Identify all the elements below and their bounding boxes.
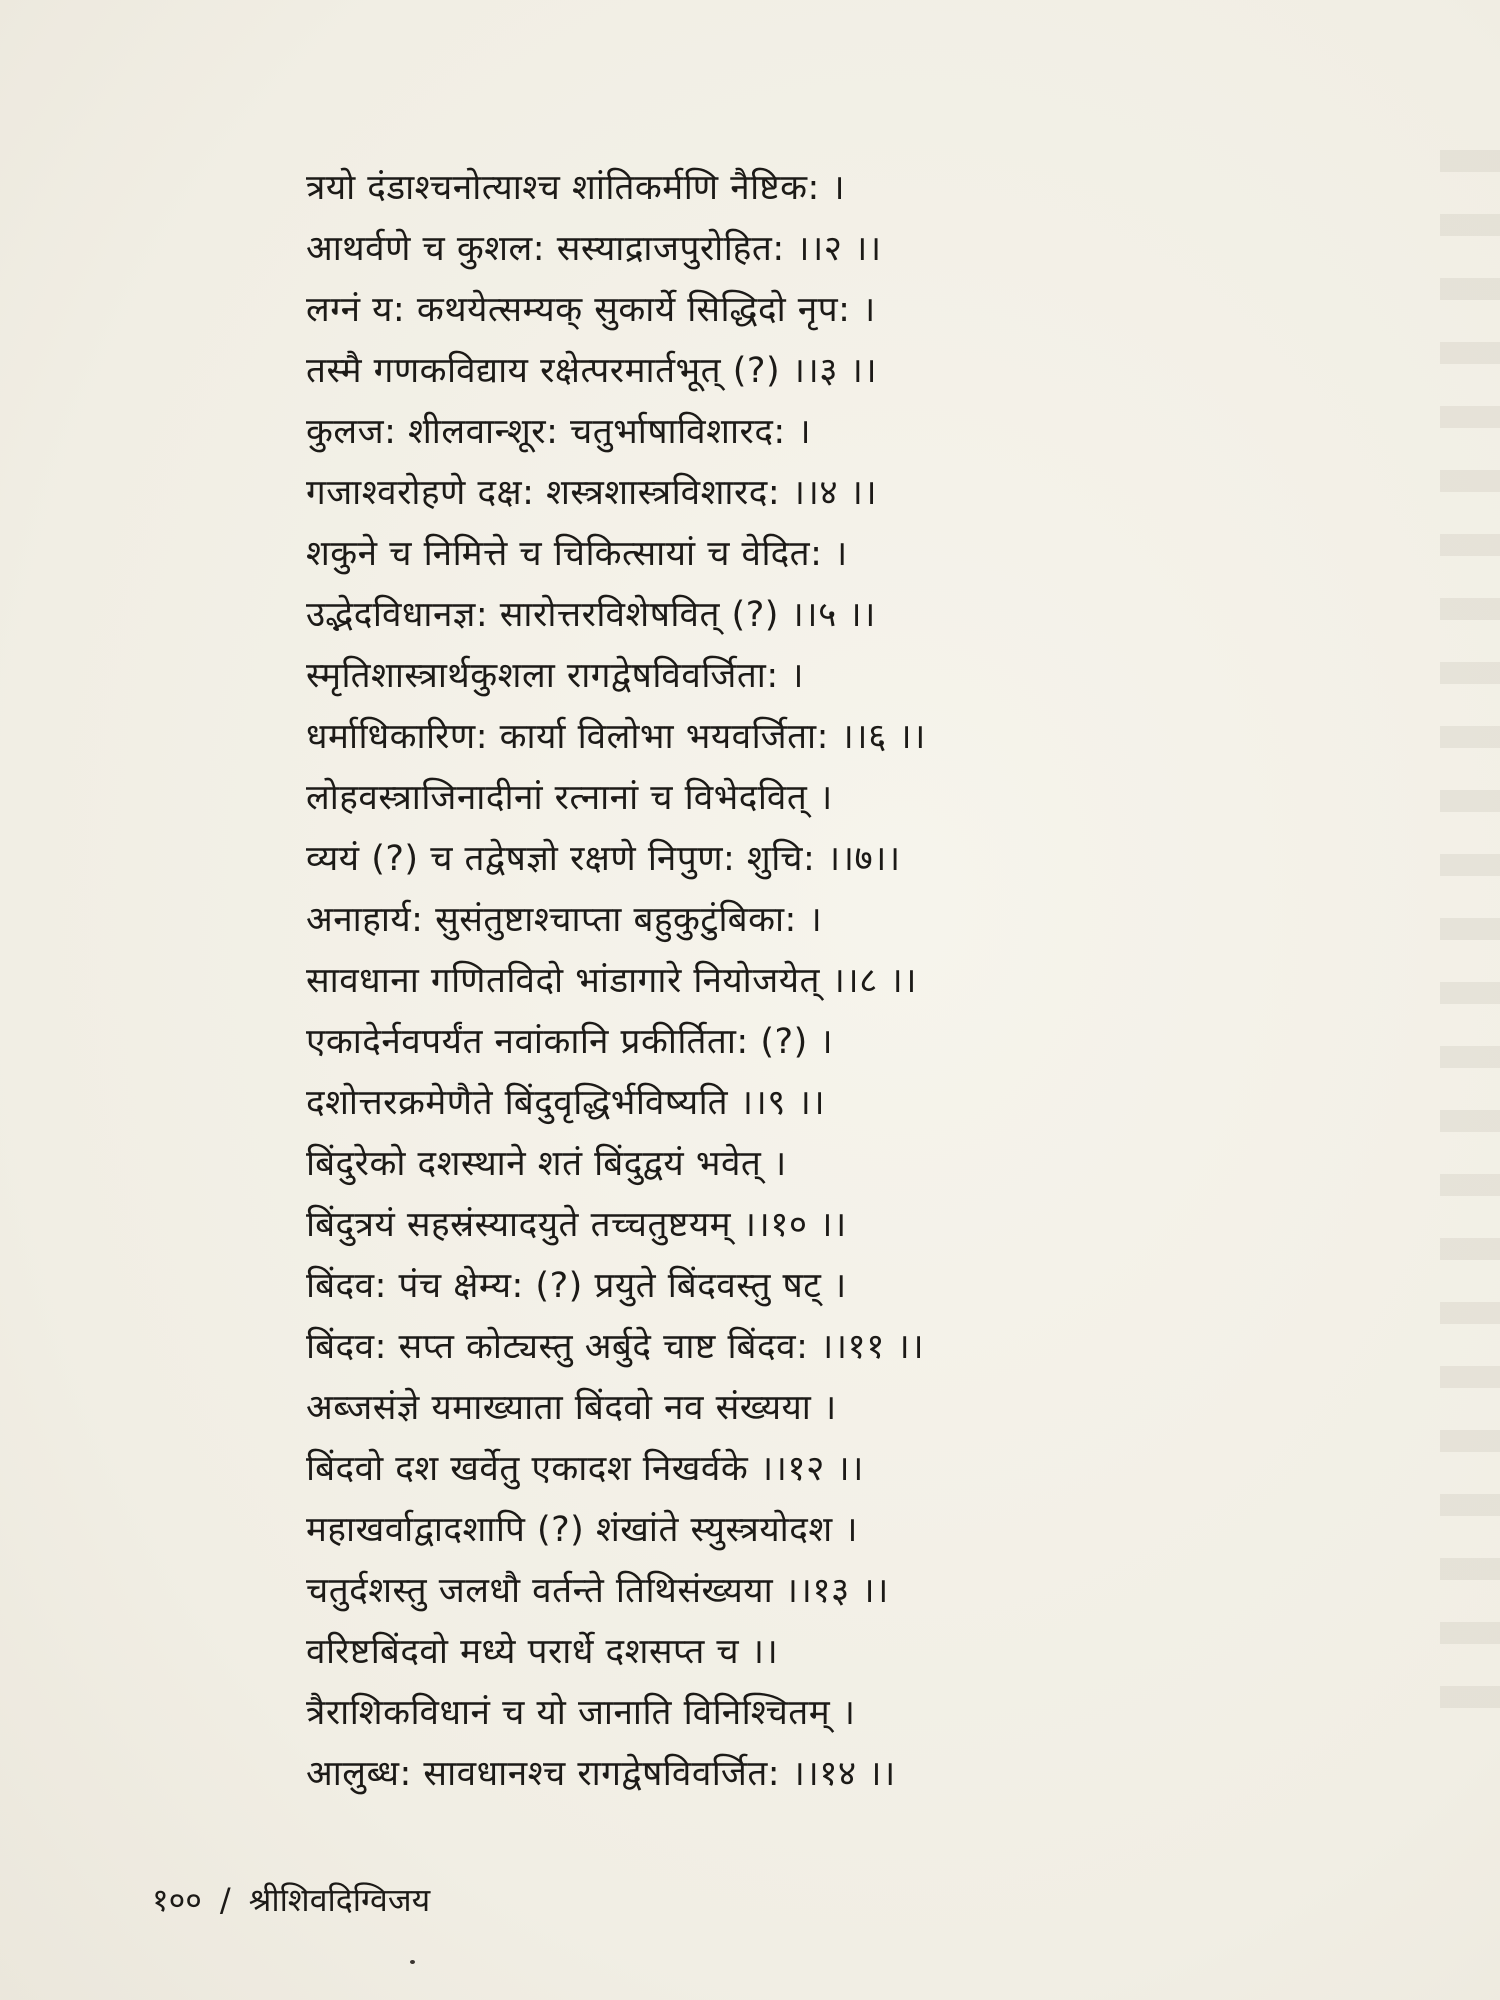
verse-line: बिंदव: पंच क्षेम्य: (?) प्रयुते बिंदवस्तु षट् । — [306, 1266, 847, 1306]
verse-line: एकादेर्नवपर्यंत नवांकानि प्रकीर्तिता: (?) । — [306, 1022, 834, 1062]
verse-line: बिंदव: सप्त कोट्यस्तु अर्बुदे चाष्ट बिंदव: ।।११ ।। — [306, 1327, 925, 1367]
verse-line: वरिष्टबिंदवो मध्ये परार्धे दशसप्त च ।। — [306, 1632, 779, 1672]
verse-line: स्मृतिशास्त्रार्थकुशला रागद्वेषविवर्जिता: । — [306, 656, 805, 696]
verse-line: आथर्वणे च कुशल: सस्याद्राजपुरोहित: ।।२ ।। — [306, 229, 882, 269]
verse-line: चतुर्दशस्तु जलधौ वर्तन्ते तिथिसंख्यया ।।१३ ।। — [306, 1571, 889, 1611]
verse-line: आलुब्ध: सावधानश्च रागद्वेषविवर्जित: ।।१४ ।। — [306, 1754, 896, 1794]
footer-separator: / — [219, 1881, 231, 1919]
verse-line: बिंदुत्रयं सहस्रंस्यादयुते तच्चतुष्टयम् ।।१० ।। — [306, 1205, 847, 1245]
book-title: श्रीशिवदिग्विजय — [248, 1881, 431, 1919]
verse-line: कुलज: शीलवान्शूर: चतुर्भाषाविशारद: । — [306, 412, 812, 452]
verse-line: दशोत्तरक्रमेणैते बिंदुवृद्धिर्भविष्यति ।।९ ।। — [306, 1083, 826, 1123]
verse-line: त्रैराशिकविधानं च यो जानाति विनिश्चितम् । — [306, 1693, 856, 1733]
verse-line: महाखर्वाद्वादशापि (?) शंखांते स्युस्त्रयोदश । — [306, 1510, 859, 1550]
verse-line: लोहवस्त्राजिनादीनां रत्नानां च विभेदवित् । — [306, 778, 833, 818]
verse-line: लग्नं य: कथयेत्सम्यक् सुकार्ये सिद्धिदो नृप: । — [306, 290, 876, 330]
page-footer — [152, 1878, 430, 1921]
verse-line: अब्जसंज्ञे यमाख्याता बिंदवो नव संख्यया । — [306, 1388, 837, 1428]
verse-line: तस्मै गणकविद्याय रक्षेत्परमार्तभूत् (?) ।।३ ।। — [306, 351, 878, 391]
page-number: १०० — [152, 1881, 202, 1919]
verse-block — [306, 158, 1426, 1805]
verse-line: अनाहार्य: सुसंतुष्टाश्चाप्ता बहुकुटुंबिका: । — [306, 900, 823, 940]
verse-line: व्ययं (?) च तद्वेषज्ञो रक्षणे निपुण: शुचि: ।।७।। — [306, 839, 901, 879]
verse-line: धर्माधिकारिण: कार्या विलोभा भयवर्जिता: ।।६ ।। — [306, 717, 926, 757]
show-through-text — [1440, 150, 1500, 1750]
verse-line: त्रयो दंडाश्चनोत्याश्च शांतिकर्मणि नैष्टिक: । — [306, 168, 846, 208]
verse-line: सावधाना गणितविदो भांडागारे नियोजयेत् ।।८ ।। — [306, 961, 917, 1001]
paper-speck — [410, 1960, 415, 1964]
verse-line: उद्भेदविधानज्ञ: सारोत्तरविशेषवित् (?) ।।५ ।। — [306, 595, 876, 635]
verse-line: बिंदुरेको दशस्थाने शतं बिंदुद्वयं भवेत् । — [306, 1144, 787, 1184]
verse-line: गजाश्वरोहणे दक्ष: शस्त्रशास्त्रविशारद: ।।४ ।। — [306, 473, 878, 513]
verse-line: बिंदवो दश खर्वेतु एकादश निखर्वके ।।१२ ।। — [306, 1449, 864, 1489]
verse-line: शकुने च निमित्ते च चिकित्सायां च वेदित: । — [306, 534, 848, 574]
